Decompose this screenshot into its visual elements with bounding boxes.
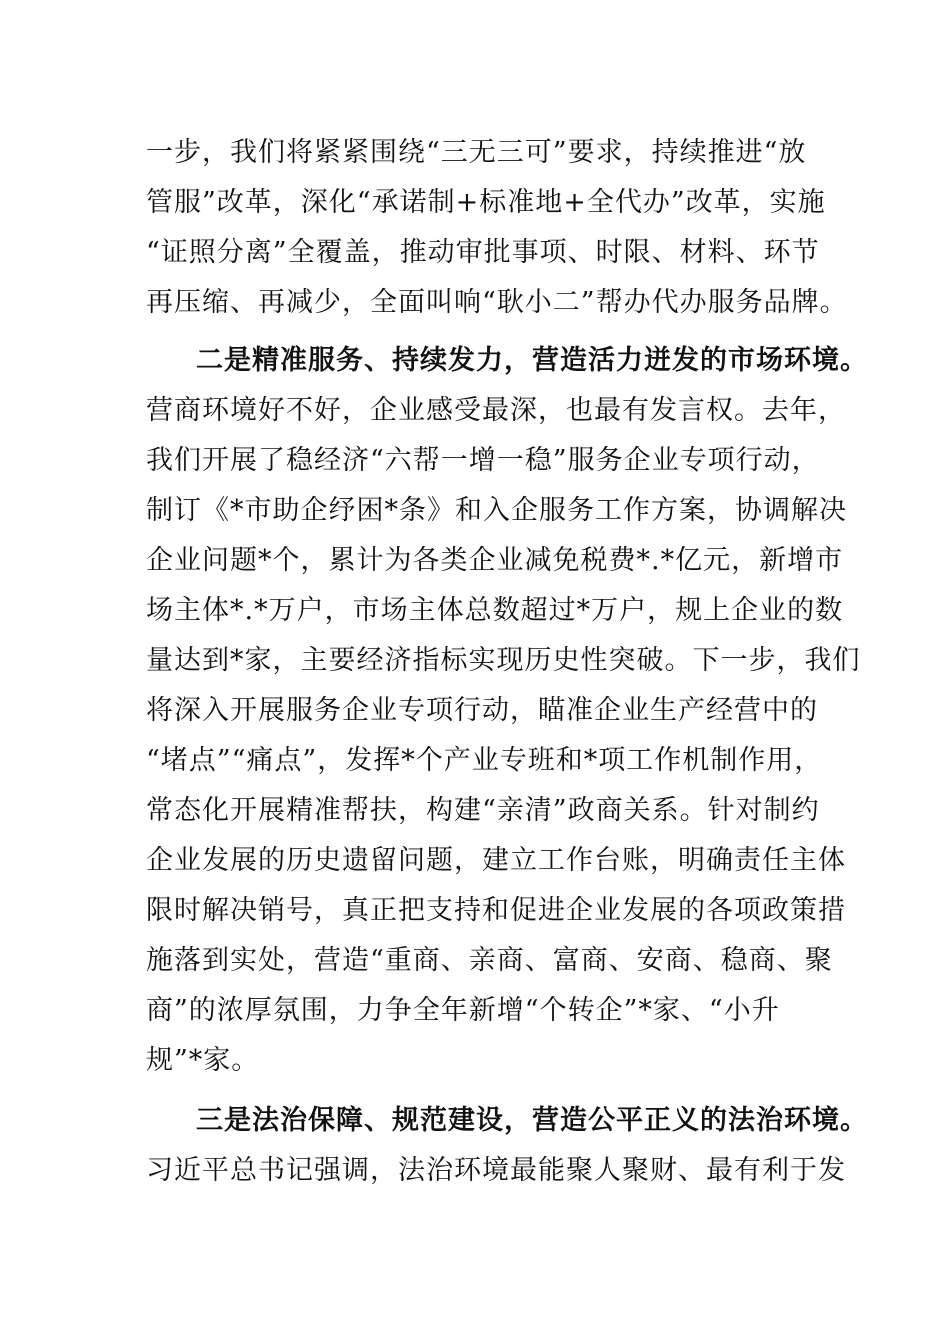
paragraph-line: 营商环境好不好，企业感受最深，也最有发言权。去年， <box>146 395 846 426</box>
paragraph-line: 我们开展了稳经济“六帮一增一稳”服务企业专项行动， <box>146 445 820 476</box>
paragraph-line: 企业问题*个，累计为各类企业减免税费*.*亿元，新增市 <box>146 545 844 576</box>
paragraph-line: 限时解决销号，真正把支持和促进企业发展的各项政策措 <box>146 895 846 926</box>
paragraph-line: 习近平总书记强调，法治环境最能聚人聚财、最有利于发 <box>146 1155 846 1186</box>
paragraph-line: 常态化开展精准帮扶，构建“亲清”政商关系。针对制约 <box>146 795 820 826</box>
paragraph-line: 量达到*家，主要经济指标实现历史性突破。下一步，我们 <box>146 645 861 676</box>
paragraph-line: 企业发展的历史遗留问题，建立工作台账，明确责任主体 <box>146 845 846 876</box>
paragraph-line: 施落到实处，营造“重商、亲商、富商、安商、稳商、聚 <box>146 945 833 976</box>
paragraph-line: 一步，我们将紧紧围绕“三无三可”要求，持续推进“放 <box>146 137 807 168</box>
paragraph-line: 场主体*.*万户，市场主体总数超过*万户，规上企业的数 <box>146 595 844 626</box>
paragraph-line: “证照分离”全覆盖，推动审批事项、时限、材料、环节 <box>146 237 820 268</box>
paragraph-line: 管服”改革，深化“承诺制+标准地+全代办”改革，实施 <box>146 187 826 218</box>
paragraph-line: “堵点”“痛点”，发挥*个产业专班和*项工作机制作用， <box>146 745 823 776</box>
paragraph-line: 规”*家。 <box>146 1045 260 1076</box>
paragraph-line: 再压缩、再减少，全面叫响“耿小二”帮办代办服务品牌。 <box>146 287 848 318</box>
paragraph-line: 将深入开展服务企业专项行动，瞄准企业生产经营中的 <box>146 695 818 726</box>
section-heading: 二是精准服务、持续发力，营造活力迸发的市场环境。 <box>196 345 868 376</box>
paragraph-line: 制订《*市助企纾困*条》和入企服务工作方案，协调解决 <box>146 495 847 526</box>
paragraph-line: 商”的浓厚氛围，力争全年新增“个转企”*家、“小升 <box>146 995 780 1026</box>
section-heading: 三是法治保障、规范建设，营造公平正义的法治环境。 <box>196 1105 868 1136</box>
